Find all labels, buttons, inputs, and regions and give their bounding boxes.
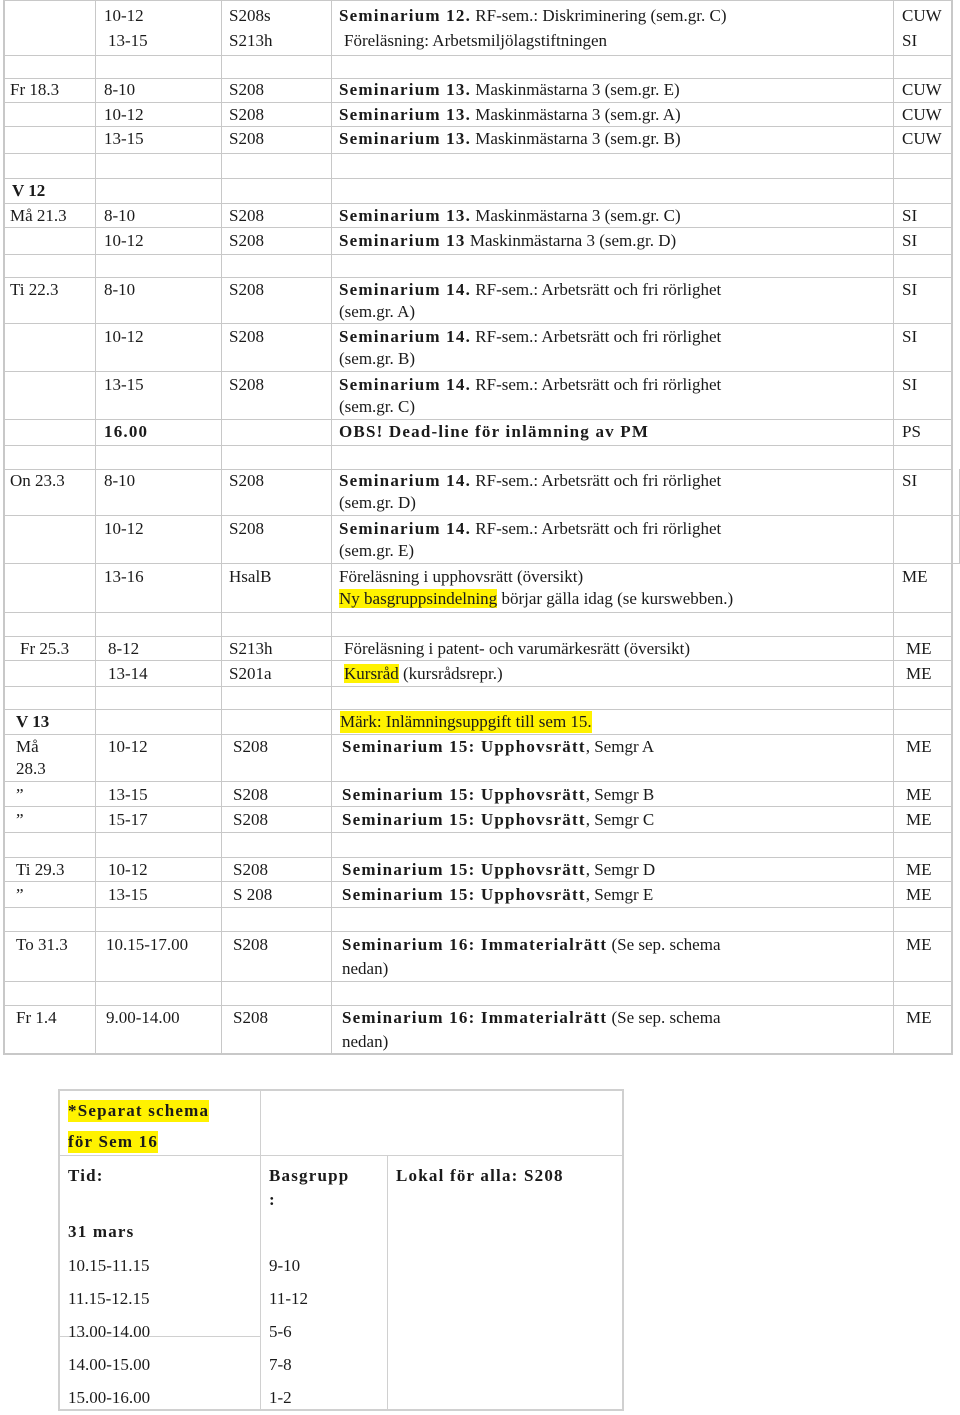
row-divider <box>3 806 953 807</box>
row-activity-text: RF-sem.: Diskriminering (sem.gr. C) <box>471 6 727 25</box>
row-activity <box>339 374 721 396</box>
row-teacher: ME <box>906 860 932 879</box>
row-activity-bold: Seminarium 14. <box>339 519 472 538</box>
row-activity-text: RF-sem.: Arbetsrätt och fri rörlighet <box>471 327 722 346</box>
row-divider <box>3 612 953 613</box>
row-activity-text: , Semgr C <box>585 810 655 829</box>
row-divider <box>3 126 953 127</box>
row-time: 13-15 <box>108 885 148 904</box>
week-label: V 13 <box>16 712 50 731</box>
row-day: ” <box>16 885 24 904</box>
row-activity-text: Maskinmästarna 3 (sem.gr. E) <box>471 80 680 99</box>
row-activity-bold: Seminarium 15: Upphovsrätt <box>342 737 586 756</box>
column-divider <box>331 0 332 1055</box>
row-time: 10-12 <box>108 860 148 879</box>
row-time: 8-10 <box>104 280 136 299</box>
row-activity-text: (Se sep. schema <box>607 1008 721 1027</box>
row-room: S208 <box>229 375 264 394</box>
row-divider <box>3 178 953 179</box>
row-activity-text: , Semgr D <box>585 860 656 879</box>
row-divider <box>3 153 953 154</box>
separate-date: 31 mars <box>68 1222 135 1241</box>
row-teacher: ME <box>902 567 928 586</box>
row-day: Må <box>16 737 39 756</box>
row-day: Fr 1.4 <box>16 1008 57 1027</box>
row-activity-bold: Seminarium 13. <box>339 129 472 148</box>
row-room: S208 <box>233 737 268 756</box>
row-activity-line2 <box>339 588 733 610</box>
slot-group: 1-2 <box>269 1388 292 1407</box>
row-activity <box>342 736 654 758</box>
row-activity-bold: Seminarium 14. <box>339 375 472 394</box>
row-activity <box>339 470 721 492</box>
row-activity-text: , Semgr B <box>585 785 655 804</box>
row-teacher: PS <box>902 422 921 441</box>
row-teacher: ME <box>906 885 932 904</box>
row-room: S208 <box>229 80 264 99</box>
row-activity <box>339 230 676 252</box>
row-time: 10-12 <box>104 105 144 124</box>
row-divider <box>3 981 953 982</box>
row-activity-bold: Seminarium 12. <box>339 6 472 25</box>
row-activity-line2: nedan) <box>342 1032 389 1051</box>
row-day: ” <box>16 810 24 829</box>
row-teacher: SI <box>902 231 918 250</box>
row-activity-bold: Seminarium 15: Upphovsrätt <box>342 885 586 904</box>
row-time: 10-12 <box>104 231 144 250</box>
col-time-header: Tid: <box>68 1166 104 1185</box>
row-divider <box>3 227 953 228</box>
col-room-header: Lokal för alla: S208 <box>396 1166 564 1185</box>
row-teacher: SI <box>902 280 918 299</box>
row-teacher: CUW <box>902 80 942 99</box>
row-divider <box>3 419 953 420</box>
row-divider <box>3 515 960 516</box>
separate-schedule-box <box>58 1089 624 1411</box>
row-divider <box>3 1005 953 1006</box>
row-room: S208 <box>229 280 264 299</box>
row-teacher: SI <box>902 31 918 50</box>
row-divider <box>3 0 953 1</box>
column-divider <box>893 0 894 1055</box>
row-activity-bold: Seminarium 13. <box>339 105 472 124</box>
row-activity-text: (kursrådsrepr.) <box>398 664 503 683</box>
row-room: S208 <box>229 129 264 148</box>
row-activity <box>342 884 653 906</box>
row-divider <box>3 881 953 882</box>
row-day: Fr 25.3 <box>20 639 70 658</box>
highlight-new-groups: Ny basgruppsindelning <box>339 589 498 608</box>
row-time: 8-10 <box>104 206 136 225</box>
row-activity-line2: (sem.gr. D) <box>339 493 416 512</box>
row-activity-line2: (sem.gr. E) <box>339 541 415 560</box>
row-activity-bold: Seminarium 15: Upphovsrätt <box>342 860 586 879</box>
row-time: 10-12 <box>104 6 144 25</box>
week-note: Märk: Inlämningsuppgift till sem 15. <box>340 712 592 731</box>
row-teacher: SI <box>902 327 918 346</box>
row-activity-text: RF-sem.: Arbetsrätt och fri rörlighet <box>471 519 722 538</box>
row-divider <box>3 709 953 710</box>
col-group-header: Basgrupp <box>269 1166 350 1185</box>
row-day: Ti 22.3 <box>10 280 59 299</box>
row-divider <box>3 832 953 833</box>
row-activity <box>342 809 654 831</box>
week-label: V 12 <box>12 181 46 200</box>
row-teacher: ME <box>906 785 932 804</box>
row-activity <box>339 279 721 301</box>
row-activity-bold: Seminarium 14. <box>339 327 472 346</box>
row-teacher: ME <box>906 664 932 683</box>
deadline-time: 16.00 <box>104 422 149 441</box>
row-activity-bold: Seminarium 14. <box>339 471 472 490</box>
separate-title-line2: för Sem 16 <box>68 1132 159 1151</box>
row-teacher: ME <box>906 810 932 829</box>
separate-title-line1: *Separat schema <box>68 1101 210 1120</box>
row-divider <box>3 102 953 103</box>
row-teacher: ME <box>906 737 932 756</box>
row-activity <box>339 79 680 101</box>
row-activity-line2: (sem.gr. C) <box>339 397 416 416</box>
row-room: S208s <box>229 6 271 25</box>
slot-group: 5-6 <box>269 1322 292 1341</box>
row-divider <box>3 660 953 661</box>
col-group-header-colon: : <box>269 1190 276 1209</box>
row-divider <box>3 857 953 858</box>
row-room: S201a <box>229 664 272 683</box>
row-activity-text: RF-sem.: Arbetsrätt och fri rörlighet <box>471 280 722 299</box>
row-divider <box>3 277 953 278</box>
row-divider <box>3 563 960 564</box>
row-room: S208 <box>229 327 264 346</box>
row-time: 13-15 <box>104 129 144 148</box>
row-room: S208 <box>229 231 264 250</box>
row-room: S208 <box>233 935 268 954</box>
row-activity <box>342 784 654 806</box>
row-activity <box>339 128 681 150</box>
row-time: 8-12 <box>108 639 140 658</box>
row-divider <box>3 931 953 932</box>
row-teacher: SI <box>902 471 918 490</box>
row-time: 10-12 <box>108 737 148 756</box>
row-divider <box>3 371 953 372</box>
row-divider <box>3 686 953 687</box>
row-activity <box>339 5 727 27</box>
highlight-course-council: Kursråd <box>344 664 399 683</box>
row-time: 10.15-17.00 <box>106 935 189 954</box>
row-activity-bold: Seminarium 14. <box>339 280 472 299</box>
row-room: S208 <box>229 519 264 538</box>
row-time: 13-15 <box>104 375 144 394</box>
row-activity: Föreläsning: Arbetsmiljölagstiftningen <box>344 31 608 50</box>
row-activity <box>342 934 721 956</box>
row-activity-text: börjar gälla idag (se kurswebben.) <box>497 589 734 608</box>
row-teacher: ME <box>906 639 932 658</box>
row-activity-line2: (sem.gr. A) <box>339 302 416 321</box>
row-activity-text: RF-sem.: Arbetsrätt och fri rörlighet <box>471 471 722 490</box>
row-time: 13-14 <box>108 664 148 683</box>
row-time: 9.00-14.00 <box>106 1008 180 1027</box>
row-activity: Föreläsning i upphovsrätt (översikt) <box>339 567 584 586</box>
row-activity <box>339 518 721 540</box>
row-teacher: CUW <box>902 6 942 25</box>
row-day: ” <box>16 785 24 804</box>
row-activity <box>339 104 681 126</box>
row-activity-text: Maskinmästarna 3 (sem.gr. B) <box>471 129 681 148</box>
row-time: 15-17 <box>108 810 148 829</box>
row-day: Må 21.3 <box>10 206 67 225</box>
row-activity-bold: Seminarium 13. <box>339 206 472 225</box>
row-time: 10-12 <box>104 327 144 346</box>
row-time: 8-10 <box>104 471 136 490</box>
row-room: S208 <box>229 471 264 490</box>
column-divider <box>95 0 96 1055</box>
row-divider <box>3 203 953 204</box>
row-activity-text: Maskinmästarna 3 (sem.gr. A) <box>471 105 681 124</box>
row-activity: Föreläsning i patent- och varumärkesrätt (översikt) <box>344 639 691 658</box>
column-divider <box>260 1091 261 1409</box>
row-divider <box>3 55 953 56</box>
row-time: 8-10 <box>104 80 136 99</box>
slot-time: 15.00-16.00 <box>68 1388 151 1407</box>
row-room: S208 <box>233 860 268 879</box>
column-divider <box>221 0 222 1055</box>
deadline-notice: OBS! Dead-line för inlämning av PM <box>339 422 650 441</box>
slot-group: 7-8 <box>269 1355 292 1374</box>
row-divider <box>3 445 953 446</box>
row-activity <box>339 205 681 227</box>
row-activity-bold: Seminarium 15: Upphovsrätt <box>342 785 586 804</box>
slot-time: 11.15-12.15 <box>68 1289 150 1308</box>
row-activity <box>342 859 655 881</box>
slot-group: 9-10 <box>269 1256 301 1275</box>
row-activity-bold: Seminarium 16: Immaterialrätt <box>342 1008 608 1027</box>
row-divider <box>3 907 953 908</box>
row-activity <box>342 1007 721 1029</box>
row-activity-text: RF-sem.: Arbetsrätt och fri rörlighet <box>471 375 722 394</box>
row-room: S213h <box>229 639 273 658</box>
row-divider <box>3 254 953 255</box>
row-teacher: ME <box>906 935 932 954</box>
row-activity-bold: Seminarium 13 <box>339 231 466 250</box>
row-teacher: SI <box>902 375 918 394</box>
row-day-line2: 28.3 <box>16 759 46 778</box>
slot-time: 10.15-11.15 <box>68 1256 150 1275</box>
row-activity-bold: Seminarium 15: Upphovsrätt <box>342 810 586 829</box>
row-activity-text: , Semgr E <box>585 885 654 904</box>
row-divider <box>60 1155 622 1156</box>
row-activity-line2: (sem.gr. B) <box>339 349 416 368</box>
row-divider <box>3 323 953 324</box>
row-room: S 208 <box>233 885 273 904</box>
slot-time: 13.00-14.00 <box>68 1322 151 1341</box>
slot-time: 14.00-15.00 <box>68 1355 151 1374</box>
row-time: 13-15 <box>108 31 148 50</box>
row-activity-text: , Semgr A <box>585 737 655 756</box>
row-room: S208 <box>233 785 268 804</box>
row-activity-line2: nedan) <box>342 959 389 978</box>
row-room: HsalB <box>229 567 272 586</box>
row-time: 10-12 <box>104 519 144 538</box>
row-time: 13-16 <box>104 567 144 586</box>
row-activity <box>344 663 503 685</box>
row-day: To 31.3 <box>16 935 68 954</box>
row-divider <box>3 636 953 637</box>
row-room: S208 <box>229 206 264 225</box>
slot-group: 11-12 <box>269 1289 309 1308</box>
row-activity <box>339 326 721 348</box>
row-day: On 23.3 <box>10 471 65 490</box>
row-divider <box>3 734 953 735</box>
row-teacher: ME <box>906 1008 932 1027</box>
row-room: S208 <box>233 810 268 829</box>
row-activity-bold: Seminarium 16: Immaterialrätt <box>342 935 608 954</box>
row-day: Ti 29.3 <box>16 860 65 879</box>
row-divider <box>3 781 953 782</box>
row-teacher: SI <box>902 206 918 225</box>
row-activity-text: Maskinmästarna 3 (sem.gr. D) <box>465 231 677 250</box>
row-teacher: CUW <box>902 105 942 124</box>
row-time: 13-15 <box>108 785 148 804</box>
column-divider <box>387 1155 388 1409</box>
row-activity-text: Maskinmästarna 3 (sem.gr. C) <box>471 206 681 225</box>
row-room: S208 <box>233 1008 268 1027</box>
row-teacher: CUW <box>902 129 942 148</box>
row-activity-text: (Se sep. schema <box>607 935 721 954</box>
row-room: S213h <box>229 31 273 50</box>
row-room: S208 <box>229 105 264 124</box>
row-day: Fr 18.3 <box>10 80 60 99</box>
row-activity-bold: Seminarium 13. <box>339 80 472 99</box>
